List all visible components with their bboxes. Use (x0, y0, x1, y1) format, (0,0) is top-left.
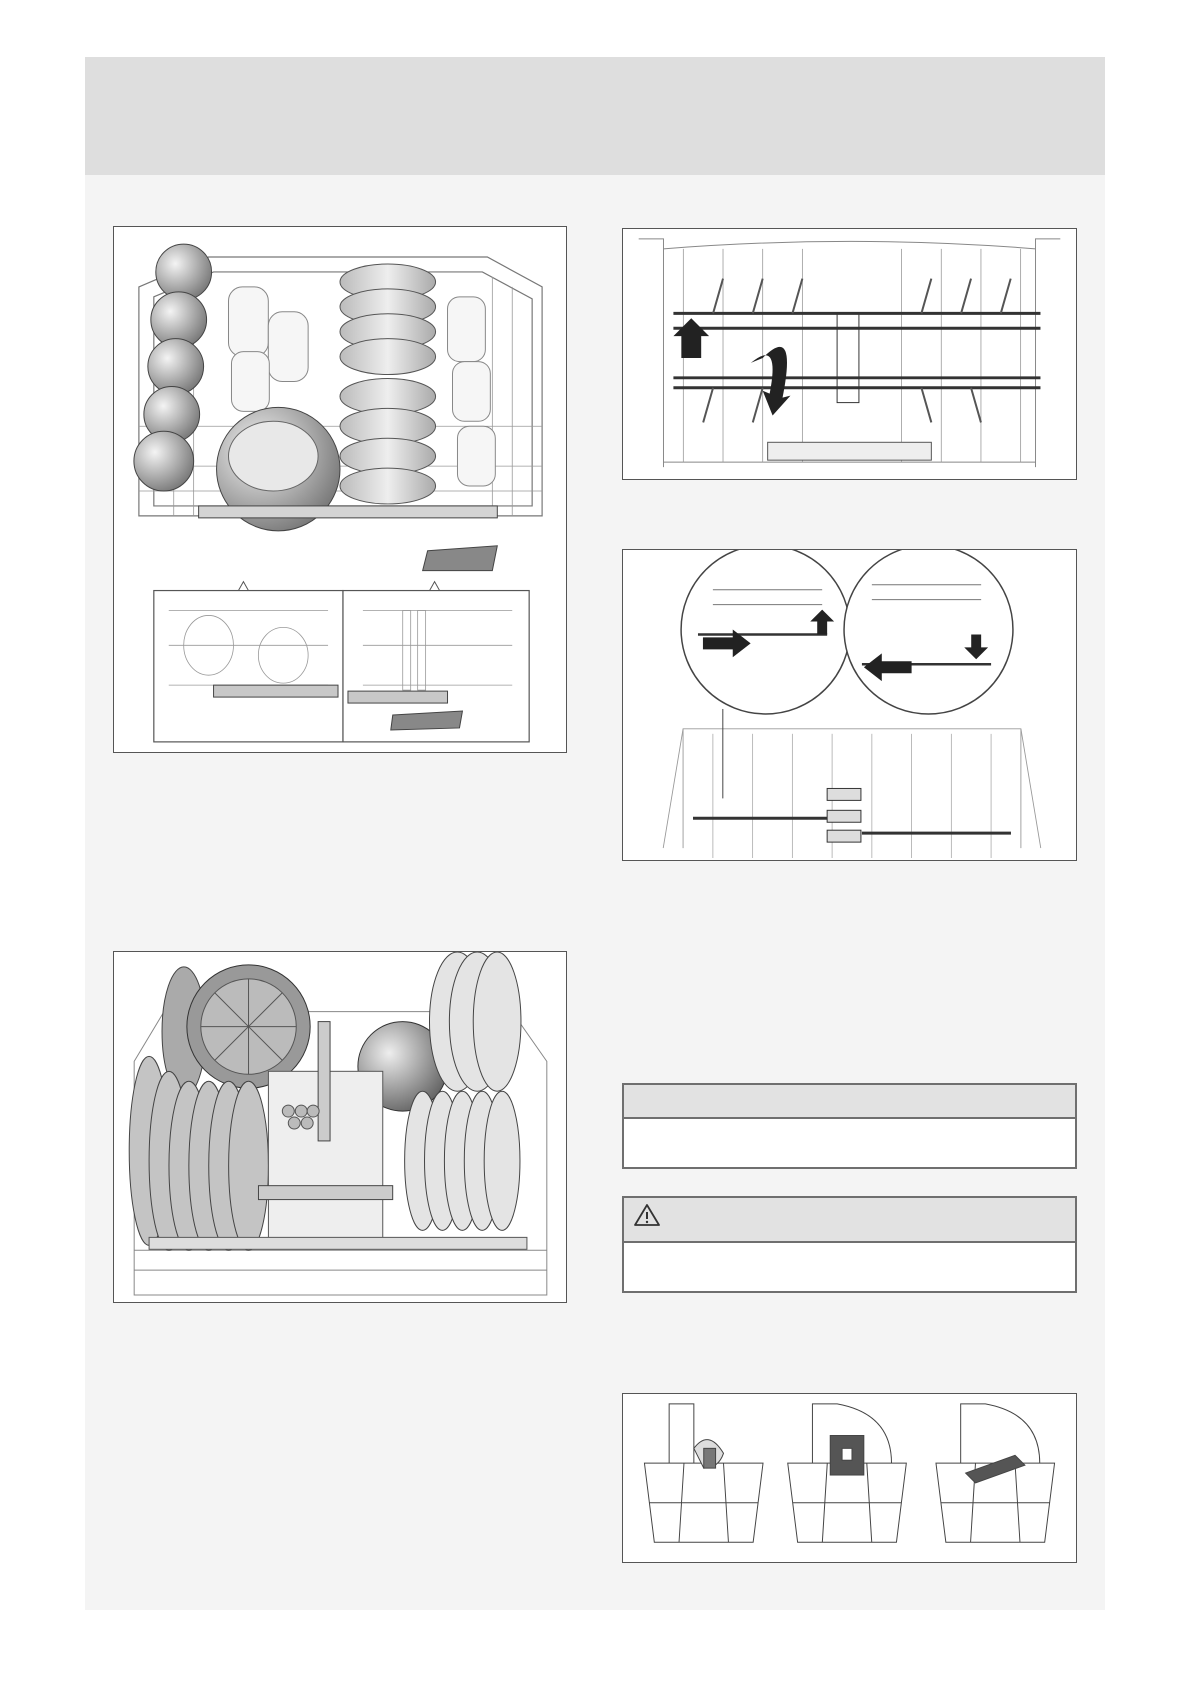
fold-down-tines-illustration (623, 229, 1076, 479)
header-band (85, 57, 1105, 175)
upper-basket-loaded-figure (113, 226, 567, 753)
upper-basket-illustration (114, 227, 566, 752)
cutlery-basket-view-2 (788, 1404, 907, 1542)
lower-basket-illustration (114, 952, 566, 1302)
note-callout-header (624, 1085, 1075, 1119)
lower-basket-loaded-figure (113, 951, 567, 1303)
tine-release-illustration (623, 550, 1076, 860)
cutlery-basket-view-1 (644, 1404, 763, 1542)
caution-callout-header (624, 1198, 1075, 1243)
upper-basket-tine-release-figure (622, 549, 1077, 861)
caution-callout-body (624, 1243, 1075, 1291)
caution-callout (622, 1196, 1077, 1293)
cutlery-basket-figure (622, 1393, 1077, 1563)
warning-triangle-icon (634, 1203, 660, 1227)
cutlery-basket-illustration (623, 1394, 1076, 1562)
note-callout (622, 1083, 1077, 1169)
cutlery-basket-view-3 (936, 1404, 1055, 1542)
arrow-up-icon (673, 318, 709, 358)
note-callout-body (624, 1119, 1075, 1167)
upper-basket-fold-down-tines-figure (622, 228, 1077, 480)
